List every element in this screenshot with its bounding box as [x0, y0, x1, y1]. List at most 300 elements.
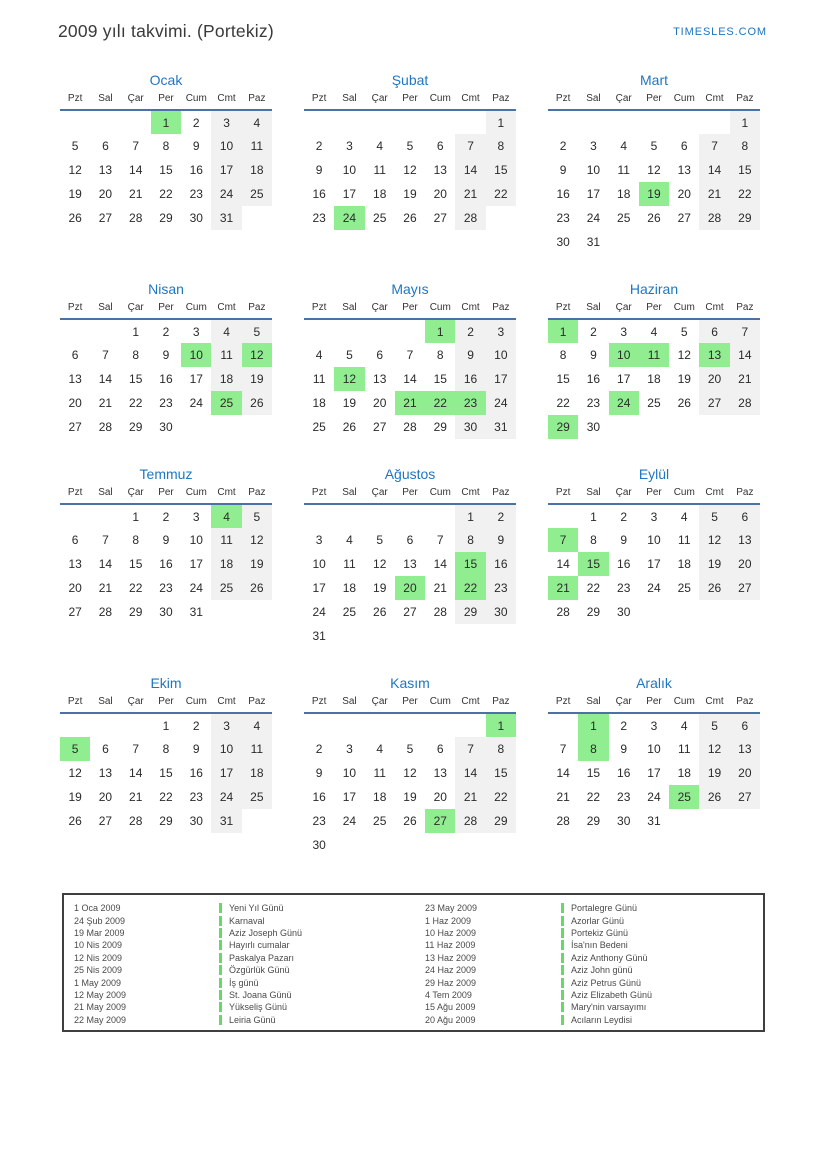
day-header-cell: Pzt: [304, 487, 334, 504]
legend-name: İsa'nın Bedeni: [561, 940, 628, 950]
day-header-cell: Çar: [365, 93, 395, 110]
legend-entry: [425, 989, 763, 1001]
month-calendar: [304, 93, 516, 230]
day-header-cell: Pzt: [548, 696, 578, 713]
day-cell: 4: [620, 139, 628, 153]
legend-name: Hayırlı cumalar: [219, 940, 290, 950]
day-cell: 11: [617, 163, 630, 177]
day-header-cell: Sal: [334, 487, 364, 504]
legend-name: Aziz Petrus Günü: [561, 978, 641, 988]
day-cell: 28: [455, 206, 485, 230]
day-cell-empty: [334, 504, 364, 528]
day-cell-empty: [90, 319, 120, 343]
day-cell: 23: [189, 187, 203, 201]
legend-entry: [74, 964, 425, 976]
day-cell: 26: [242, 391, 272, 415]
day-cell: 11: [373, 163, 386, 177]
day-cell: 10: [647, 742, 661, 756]
day-header-cell: Per: [639, 696, 669, 713]
day-cell: 20: [98, 790, 113, 804]
day-cell: 27: [98, 814, 113, 828]
month-title: Kasım: [390, 675, 430, 691]
months-grid: [60, 72, 760, 857]
day-header-cell: Çar: [121, 487, 151, 504]
day-cell: 21: [699, 182, 729, 206]
day-cell: 13: [730, 737, 760, 761]
day-cell: 8: [132, 533, 140, 547]
day-cell: 21: [455, 785, 485, 809]
day-cell-empty: [669, 230, 699, 254]
day-cell: 16: [586, 372, 601, 386]
day-header-cell: Sal: [90, 302, 120, 319]
day-cell: 14: [129, 766, 143, 780]
day-cell: 18: [617, 187, 631, 201]
day-cell: 11: [639, 343, 669, 367]
day-cell: 5: [699, 713, 729, 737]
day-cell-empty: [486, 624, 516, 648]
day-cell: 21: [129, 187, 143, 201]
month-block: [60, 281, 272, 439]
day-cell-empty: [90, 504, 120, 528]
day-cell-empty: [609, 415, 639, 439]
legend-entry: [74, 989, 425, 1001]
day-cell: 15: [486, 761, 516, 785]
day-cell: 11: [242, 737, 272, 761]
day-cell: 7: [699, 134, 729, 158]
day-header-cell: Cmt: [455, 93, 485, 110]
day-cell: 10: [647, 533, 661, 547]
month-calendar: [304, 302, 516, 439]
day-cell: 24: [211, 182, 241, 206]
day-cell: 16: [159, 372, 173, 386]
day-cell: 27: [68, 605, 82, 619]
day-cell: 30: [159, 605, 173, 619]
day-cell: 26: [699, 785, 729, 809]
day-cell: 17: [647, 557, 661, 571]
day-cell: 25: [211, 576, 241, 600]
day-cell: 22: [730, 182, 760, 206]
day-cell: 18: [342, 581, 357, 595]
day-cell: 1: [151, 110, 181, 134]
day-header-cell: Sal: [334, 302, 364, 319]
day-cell-empty: [181, 415, 211, 439]
day-cell: 2: [192, 115, 200, 130]
day-cell: 16: [617, 766, 631, 780]
day-cell: 22: [129, 581, 143, 595]
day-cell: 24: [189, 396, 203, 410]
day-cell: 7: [132, 139, 140, 153]
day-cell-empty: [425, 833, 455, 857]
day-cell: 19: [699, 761, 729, 785]
day-header-cell: Çar: [121, 93, 151, 110]
day-header-cell: Paz: [242, 93, 272, 110]
day-cell: 29: [455, 600, 485, 624]
day-cell: 15: [556, 372, 570, 386]
day-cell: 26: [677, 396, 691, 410]
day-cell: 2: [192, 718, 200, 733]
day-cell: 29: [129, 420, 143, 434]
day-header-cell: Cmt: [211, 696, 241, 713]
month-block: [304, 281, 516, 439]
day-cell: 7: [548, 528, 578, 552]
day-cell: 15: [586, 766, 601, 780]
day-header-cell: Cmt: [455, 487, 485, 504]
day-cell-empty: [242, 415, 272, 439]
day-cell-empty: [425, 713, 455, 737]
day-cell: 30: [617, 605, 631, 619]
day-header-cell: Per: [151, 302, 181, 319]
legend-entry: [74, 976, 425, 988]
day-header-cell: Per: [395, 696, 425, 713]
day-cell: 17: [586, 187, 601, 201]
day-cell: 17: [647, 766, 661, 780]
day-cell: 12: [373, 557, 387, 571]
legend-date: 1 May 2009: [74, 977, 122, 988]
day-cell: 25: [242, 182, 272, 206]
day-cell: 11: [373, 766, 386, 780]
day-cell: 3: [650, 718, 658, 733]
day-cell-empty: [486, 206, 516, 230]
day-header-cell: Cum: [181, 696, 211, 713]
day-cell: 16: [312, 187, 326, 201]
day-cell-empty: [639, 600, 669, 624]
day-cell: 15: [455, 552, 485, 576]
day-cell: 26: [68, 211, 82, 225]
day-cell: 9: [620, 533, 628, 547]
day-cell: 9: [486, 528, 516, 552]
day-cell: 5: [406, 742, 414, 756]
day-cell-empty: [548, 713, 578, 737]
day-cell: 5: [680, 324, 688, 339]
day-cell: 8: [436, 348, 444, 362]
day-cell-empty: [334, 713, 364, 737]
day-cell: 20: [677, 187, 691, 201]
day-cell: 17: [211, 158, 241, 182]
day-cell: 13: [98, 766, 113, 780]
day-header-cell: Sal: [334, 696, 364, 713]
day-cell: 4: [376, 139, 384, 153]
day-cell: 13: [68, 372, 82, 386]
legend-entry: [425, 1001, 763, 1013]
day-cell: 20: [433, 187, 447, 201]
day-cell: 12: [242, 343, 272, 367]
day-cell-empty: [60, 319, 90, 343]
legend-name: Acıların Leydisi: [561, 1015, 632, 1025]
day-cell: 17: [312, 581, 326, 595]
day-cell: 23: [312, 211, 326, 225]
day-header-cell: Per: [151, 696, 181, 713]
day-cell: 20: [395, 576, 425, 600]
day-cell: 4: [680, 718, 688, 733]
day-cell: 25: [242, 785, 272, 809]
day-cell: 5: [71, 139, 79, 153]
month-title: Ekim: [150, 675, 182, 691]
day-cell: 30: [189, 814, 203, 828]
day-cell: 22: [159, 790, 173, 804]
day-cell: 26: [373, 605, 387, 619]
day-cell: 26: [68, 814, 82, 828]
day-cell: 3: [486, 319, 516, 343]
day-cell: 13: [730, 528, 760, 552]
day-cell: 3: [211, 110, 241, 134]
day-cell: 22: [586, 790, 601, 804]
month-title: Temmuz: [139, 466, 193, 482]
month-calendar: [548, 696, 760, 833]
day-cell: 10: [342, 766, 357, 780]
day-cell: 4: [211, 319, 241, 343]
legend-date: 12 May 2009: [74, 989, 127, 1000]
day-header-cell: Çar: [609, 302, 639, 319]
day-cell: 10: [486, 343, 516, 367]
day-cell: 6: [730, 713, 760, 737]
day-cell: 11: [242, 134, 272, 158]
day-cell: 27: [699, 391, 729, 415]
day-cell-empty: [669, 415, 699, 439]
legend-date: 12 Nis 2009: [74, 952, 123, 963]
legend-name: Özgürlük Günü: [219, 965, 290, 975]
day-cell: 15: [159, 766, 173, 780]
day-header-cell: Cum: [425, 302, 455, 319]
day-cell: 14: [129, 163, 143, 177]
day-cell: 28: [556, 605, 570, 619]
day-cell: 23: [159, 581, 173, 595]
day-cell: 14: [98, 557, 113, 571]
day-cell-empty: [425, 110, 455, 134]
day-cell: 7: [406, 348, 414, 362]
day-cell: 28: [129, 211, 143, 225]
day-cell: 24: [334, 206, 364, 230]
month-calendar: [60, 487, 272, 624]
day-cell: 11: [343, 557, 356, 571]
day-header-cell: Cum: [425, 93, 455, 110]
day-cell: 19: [639, 182, 669, 206]
day-cell: 30: [617, 814, 631, 828]
day-cell-empty: [669, 809, 699, 833]
day-header-cell: Cmt: [455, 696, 485, 713]
day-cell-empty: [304, 319, 334, 343]
site-link[interactable]: TIMESLES.COM: [673, 26, 767, 38]
day-cell: 3: [590, 139, 597, 153]
day-cell: 8: [486, 737, 516, 761]
day-cell-empty: [669, 600, 699, 624]
day-header-cell: Paz: [730, 487, 760, 504]
day-header-cell: Per: [151, 487, 181, 504]
day-cell: 14: [433, 557, 447, 571]
day-header-cell: Pzt: [304, 696, 334, 713]
day-header-cell: Cum: [181, 93, 211, 110]
day-cell: 28: [433, 605, 447, 619]
day-cell: 25: [312, 420, 326, 434]
day-cell: 22: [486, 182, 516, 206]
day-cell-empty: [425, 624, 455, 648]
legend-name: İş günü: [219, 978, 259, 988]
day-cell: 16: [159, 557, 173, 571]
legend-name: Leiria Günü: [219, 1015, 276, 1025]
day-header-cell: Cmt: [699, 487, 729, 504]
day-cell: 15: [486, 158, 516, 182]
day-header-cell: Pzt: [60, 696, 90, 713]
day-cell: 7: [102, 348, 109, 362]
legend-name: Aziz Elizabeth Günü: [561, 990, 652, 1000]
legend-date: 24 Şub 2009: [74, 915, 126, 926]
day-cell: 21: [548, 576, 578, 600]
day-cell-empty: [425, 504, 455, 528]
day-header-cell: Per: [639, 487, 669, 504]
day-cell: 5: [346, 348, 353, 362]
day-cell: 20: [68, 396, 82, 410]
day-header-cell: Paz: [730, 302, 760, 319]
legend-entry: [74, 902, 425, 914]
day-cell: 14: [98, 372, 113, 386]
day-cell: 19: [699, 552, 729, 576]
day-cell: 4: [376, 742, 384, 756]
day-cell: 9: [620, 742, 628, 756]
day-header-cell: Cmt: [699, 302, 729, 319]
day-cell-empty: [334, 624, 364, 648]
day-cell: 4: [315, 348, 323, 362]
month-title: Şubat: [391, 72, 429, 88]
day-cell: 26: [242, 576, 272, 600]
day-cell-empty: [395, 713, 425, 737]
day-cell: 1: [590, 509, 597, 524]
day-cell: 4: [346, 533, 353, 547]
day-cell: 9: [192, 139, 200, 153]
day-cell: 24: [586, 211, 601, 225]
day-cell: 17: [486, 367, 516, 391]
day-cell: 24: [647, 581, 661, 595]
day-cell-empty: [669, 110, 699, 134]
day-cell: 1: [455, 504, 485, 528]
day-header-cell: Cmt: [211, 302, 241, 319]
day-cell-empty: [365, 833, 395, 857]
legend-entry: [74, 914, 425, 926]
day-cell: 8: [590, 533, 597, 547]
day-cell: 18: [211, 367, 241, 391]
day-cell: 26: [699, 576, 729, 600]
day-cell: 1: [578, 713, 608, 737]
day-cell-empty: [548, 110, 578, 134]
day-cell: 20: [98, 187, 113, 201]
day-cell: 19: [373, 581, 387, 595]
day-cell: 24: [342, 814, 357, 828]
day-cell: 5: [650, 139, 658, 153]
day-cell: 12: [647, 163, 661, 177]
day-cell: 18: [373, 187, 387, 201]
legend-date: 23 May 2009: [425, 903, 478, 914]
day-cell: 31: [312, 629, 326, 643]
day-cell: 18: [677, 557, 691, 571]
day-cell: 22: [486, 785, 516, 809]
day-cell: 9: [192, 742, 200, 756]
day-cell-empty: [639, 230, 669, 254]
day-cell-empty: [578, 110, 608, 134]
day-cell: 1: [486, 110, 516, 134]
day-cell: 29: [548, 415, 578, 439]
day-cell: 14: [556, 557, 570, 571]
day-cell: 29: [433, 420, 447, 434]
legend-date: 24 Haz 2009: [425, 965, 477, 976]
day-cell: 17: [342, 187, 357, 201]
day-cell: 12: [68, 766, 82, 780]
day-cell-empty: [609, 230, 639, 254]
day-cell: 29: [486, 809, 516, 833]
day-cell-empty: [639, 415, 669, 439]
day-cell: 31: [647, 814, 661, 828]
day-cell: 7: [102, 533, 109, 547]
legend-date: 11 Haz 2009: [425, 940, 476, 951]
day-cell: 4: [680, 509, 688, 524]
day-cell-empty: [365, 319, 395, 343]
day-cell: 27: [433, 211, 447, 225]
day-cell: 12: [403, 766, 417, 780]
legend-date: 29 Haz 2009: [425, 977, 477, 988]
day-cell-empty: [304, 504, 334, 528]
day-cell-empty: [455, 624, 485, 648]
day-cell: 25: [647, 396, 661, 410]
legend-name: Aziz John günü: [561, 965, 633, 975]
day-header-cell: Pzt: [304, 302, 334, 319]
day-header-cell: Paz: [730, 93, 760, 110]
day-cell: 8: [578, 737, 608, 761]
legend-entry: [74, 927, 425, 939]
day-cell: 1: [486, 713, 516, 737]
legend-entry: [425, 976, 763, 988]
legend-entry: [425, 1014, 763, 1026]
day-cell-empty: [211, 415, 241, 439]
day-cell: 10: [181, 343, 211, 367]
day-cell: 4: [650, 324, 658, 339]
day-cell: 7: [730, 319, 760, 343]
day-cell: 1: [132, 509, 140, 524]
legend-date: 10 Haz 2009: [425, 927, 477, 938]
month-title: Mart: [640, 72, 668, 88]
day-cell-empty: [60, 504, 90, 528]
month-title: Ocak: [149, 72, 183, 88]
day-cell: 7: [132, 742, 140, 756]
legend-box: [62, 893, 765, 1032]
day-cell: 27: [677, 211, 691, 225]
day-cell: 14: [699, 158, 729, 182]
day-header-cell: Çar: [609, 93, 639, 110]
day-cell: 14: [556, 766, 570, 780]
day-cell: 14: [730, 343, 760, 367]
day-cell: 2: [162, 509, 170, 524]
day-header-cell: Çar: [121, 302, 151, 319]
day-cell: 9: [162, 533, 170, 547]
day-cell: 7: [455, 737, 485, 761]
month-block: [304, 72, 516, 254]
day-header-cell: Paz: [486, 696, 516, 713]
day-cell-empty: [699, 600, 729, 624]
day-header-cell: Cmt: [699, 696, 729, 713]
day-cell: 10: [586, 163, 601, 177]
day-header-cell: Cmt: [455, 302, 485, 319]
day-cell-empty: [304, 713, 334, 737]
day-cell: 29: [730, 206, 760, 230]
day-cell: 8: [132, 348, 140, 362]
day-cell: 2: [315, 742, 323, 756]
day-cell: 31: [211, 809, 241, 833]
day-cell: 2: [559, 139, 567, 153]
day-cell-empty: [242, 206, 272, 230]
day-cell: 17: [189, 372, 203, 386]
day-cell: 15: [129, 372, 143, 386]
day-cell: 2: [315, 139, 323, 153]
day-header-cell: Per: [639, 302, 669, 319]
day-cell: 28: [129, 814, 143, 828]
day-cell-empty: [730, 415, 760, 439]
legend-date: 25 Nis 2009: [74, 965, 123, 976]
